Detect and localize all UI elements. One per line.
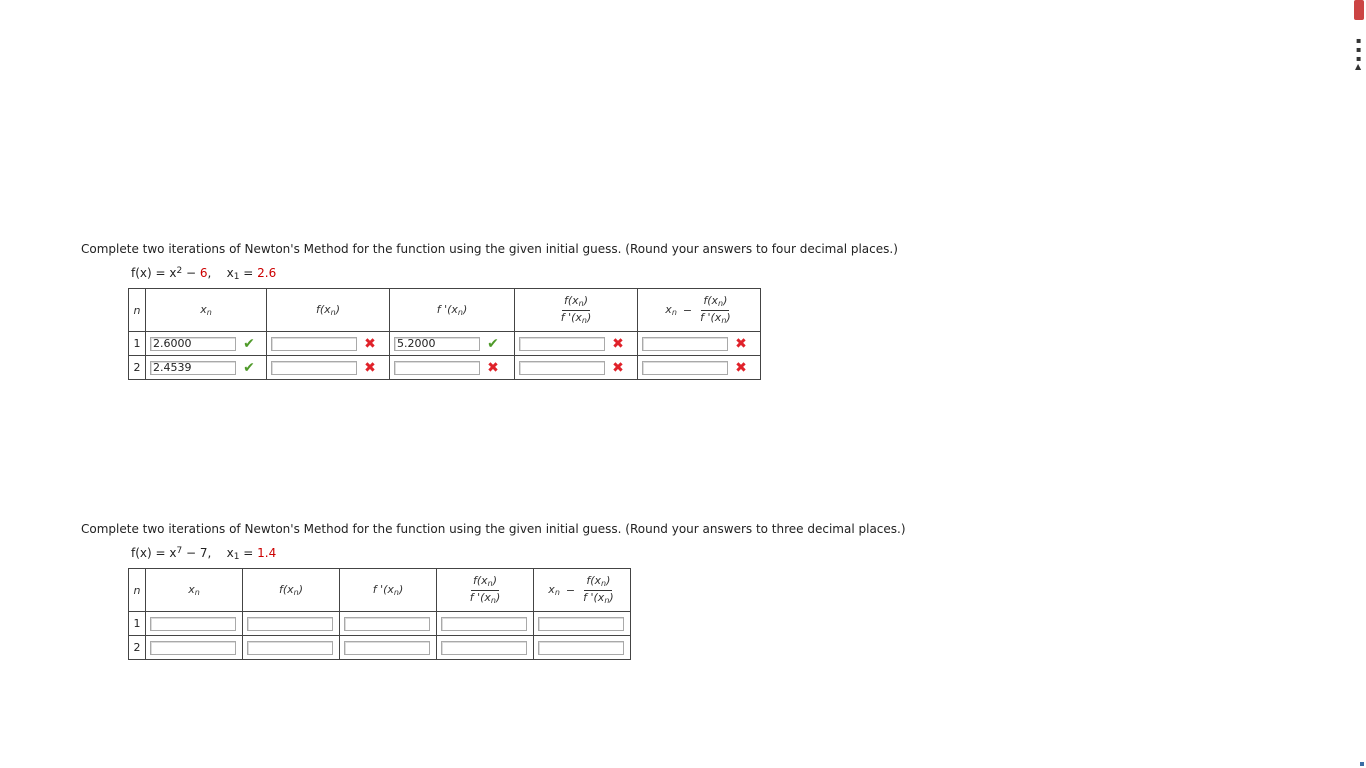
header-ratio [437, 569, 534, 612]
table-row [129, 636, 631, 660]
answer-input[interactable] [247, 617, 333, 631]
initial-guess-value: 1.4 [257, 546, 277, 560]
checkmark-icon: ✔ [243, 335, 255, 352]
answer-input[interactable] [538, 641, 624, 655]
x-mark-icon: ✖ [364, 335, 376, 352]
function-exponent: 7 [176, 546, 183, 556]
table-row [129, 332, 761, 356]
header-xn [146, 289, 267, 332]
header-fxn [243, 569, 340, 612]
x-mark-icon: ✖ [364, 359, 376, 376]
newton-table-2 [128, 568, 631, 660]
row-index: 2 [129, 636, 146, 660]
answer-input[interactable] [150, 641, 236, 655]
header-next-x [638, 289, 761, 332]
answer-input[interactable] [394, 361, 480, 375]
next-x-fraction: $\frac{f(x_n)}{f '(x_n)}$ [583, 573, 614, 605]
cell-fpxn [340, 612, 437, 636]
problem-1 [81, 240, 898, 380]
function-text: f(x) = x [131, 546, 177, 560]
x-mark-icon: ✖ [612, 335, 624, 352]
header-next-x [534, 569, 631, 612]
answer-input[interactable] [394, 337, 480, 351]
answer-input[interactable] [271, 337, 357, 351]
answer-input[interactable] [441, 617, 527, 631]
x-mark-icon: ✖ [612, 359, 624, 376]
header-fpxn-label: f '(x [436, 303, 458, 316]
answer-input[interactable] [344, 617, 430, 631]
answer-input[interactable] [271, 361, 357, 375]
header-n-label: n [133, 583, 141, 597]
header-n [129, 289, 146, 332]
answer-input[interactable] [519, 361, 605, 375]
checkmark-icon: ✔ [243, 359, 255, 376]
header-xn [146, 569, 243, 612]
checkmark-icon: ✔ [487, 335, 499, 352]
cell-ratio [437, 636, 534, 660]
answer-input[interactable] [247, 641, 333, 655]
ratio-numerator: $f(x_n)$ [562, 294, 590, 311]
header-fxn-sub: n [293, 588, 299, 597]
row-index: 1 [129, 332, 146, 356]
initial-guess-equals: = [239, 266, 258, 280]
cell-next-x [638, 332, 761, 356]
row-index: 1 [129, 612, 146, 636]
cell-fpxn [390, 332, 515, 356]
answer-input[interactable] [150, 361, 236, 375]
answer-input[interactable] [642, 361, 728, 375]
ratio-denominator: f '$(x_n)$ [469, 590, 501, 605]
header-fpxn-close: ) [462, 303, 468, 316]
ratio-fraction [468, 574, 503, 607]
newton-table-1 [128, 288, 761, 380]
cell-ratio [515, 332, 638, 356]
initial-guess-label: , x [207, 546, 234, 560]
cell-xn [146, 332, 267, 356]
next-x-term: $x_n$ [548, 583, 560, 597]
minus-sign: − [682, 303, 693, 317]
header-fpxn-sub: n [457, 308, 463, 317]
cell-ratio [437, 612, 534, 636]
function-operator: − [182, 546, 200, 560]
header-xn-sub: n [206, 308, 212, 317]
problem-2-function [131, 545, 906, 561]
cell-ratio [515, 356, 638, 380]
next-x-term: $x_n$ [665, 303, 677, 317]
function-operator: − [182, 266, 200, 280]
cell-xn [146, 356, 267, 380]
initial-guess-subscript: 1 [233, 552, 240, 562]
header-fpxn-label: f '(x [372, 583, 394, 596]
function-constant: 7 [199, 546, 208, 560]
function-text: f(x) = x [131, 266, 177, 280]
header-fxn-sub: n [330, 308, 336, 317]
grip-icon: ▪ ▪ ▪ [1356, 36, 1362, 63]
ratio-fraction [559, 294, 594, 327]
initial-guess-value: 2.6 [257, 266, 277, 280]
table-header-row [129, 289, 761, 332]
problem-2-instruction: Complete two iterations of Newton's Method for the function using the given initial guess. (Round your answers to three decimal places.) [81, 522, 906, 536]
answer-input[interactable] [642, 337, 728, 351]
answer-input[interactable] [538, 617, 624, 631]
x-mark-icon: ✖ [487, 359, 499, 376]
table-row [129, 356, 761, 380]
cell-fxn [243, 612, 340, 636]
header-fxn-label: f(x [278, 583, 294, 596]
initial-guess-equals: = [239, 546, 258, 560]
header-fxn-close: ) [298, 583, 304, 596]
header-xn-sub: n [194, 588, 200, 597]
function-constant: 6 [199, 266, 208, 280]
answer-input[interactable] [519, 337, 605, 351]
problem-1-instruction: Complete two iterations of Newton's Method for the function using the given initial guess. (Round your answers to four decimal places.) [81, 242, 898, 256]
ratio-numerator: $f(x_n)$ [471, 574, 499, 591]
table-row [129, 612, 631, 636]
row-index: 2 [129, 356, 146, 380]
header-n [129, 569, 146, 612]
x-mark-icon: ✖ [735, 359, 747, 376]
answer-input[interactable] [441, 641, 527, 655]
header-ratio [515, 289, 638, 332]
x-mark-icon: ✖ [735, 335, 747, 352]
scrollbar-thumb[interactable] [1354, 0, 1364, 20]
header-n-label: n [133, 303, 141, 317]
header-fpxn-close: ) [398, 583, 404, 596]
initial-guess-label: , x [207, 266, 234, 280]
problem-1-function [131, 265, 898, 281]
cell-fxn [267, 356, 390, 380]
cell-xn [146, 612, 243, 636]
header-fpxn [340, 569, 437, 612]
answer-input[interactable] [150, 337, 236, 351]
header-fxn-label: f(x [315, 303, 331, 316]
header-fxn [267, 289, 390, 332]
header-fpxn-sub: n [393, 588, 399, 597]
cell-fxn [243, 636, 340, 660]
initial-guess-subscript: 1 [233, 272, 240, 282]
cell-fpxn [390, 356, 515, 380]
answer-input[interactable] [344, 641, 430, 655]
cell-fpxn [340, 636, 437, 660]
scrollbar[interactable] [1352, 0, 1366, 100]
up-arrow-icon[interactable]: ▲ [1355, 62, 1362, 71]
problem-2 [81, 520, 906, 660]
cell-next-x [638, 356, 761, 380]
header-xn-label: x [200, 303, 207, 316]
cell-next-x [534, 612, 631, 636]
header-xn-label: x [188, 583, 195, 596]
cell-xn [146, 636, 243, 660]
minus-sign: − [565, 583, 576, 597]
cell-next-x [534, 636, 631, 660]
header-fxn-close: ) [335, 303, 341, 316]
table-header-row [129, 569, 631, 612]
next-x-fraction: $\frac{f(x_n)}{f '(x_n)}$ [700, 293, 731, 325]
cell-fxn [267, 332, 390, 356]
ratio-denominator: f '$(x_n)$ [560, 310, 592, 325]
function-exponent: 2 [176, 266, 183, 276]
resize-corner [1360, 762, 1364, 766]
header-fpxn [390, 289, 515, 332]
answer-input[interactable] [150, 617, 236, 631]
